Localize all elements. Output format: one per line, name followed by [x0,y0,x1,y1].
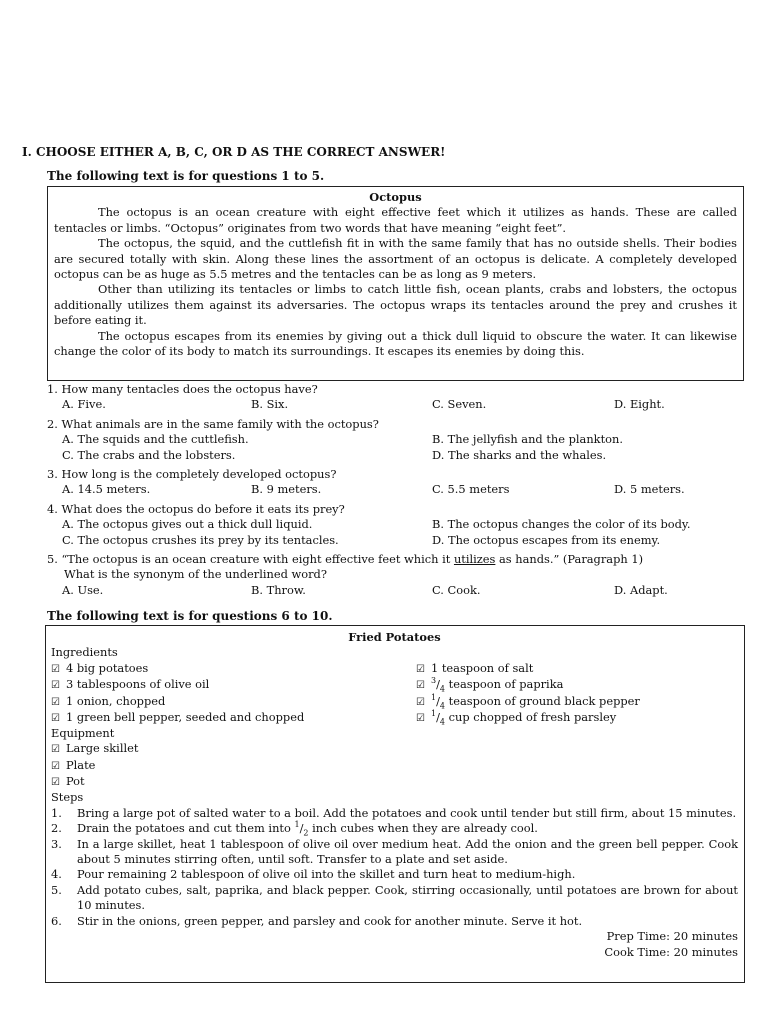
octopus-paragraph-3: Other than utilizing its tentacles or limbs to catch little fish, ocean plants, crabs and lobsters, the octopus additionally utilizes them against its adversaries. The octopus wraps its tentacles around the prey and crushes it before eating it. [54,282,737,328]
question-text-2: What is the synonym of the underlined word? [64,567,327,582]
option-d: D. The sharks and the whales. [432,447,607,462]
checkbox-icon: ☑ [51,696,60,708]
option-d: D. 5 meters. [614,482,685,497]
ingredient-item: ☑ 1 green bell pepper, seeded and chopped [51,710,305,724]
step-item: 2. Drain the potatoes and cut them into $^1/_2$ inch cubes when they are already cool. [51,820,538,838]
option-a: A. Five. [62,397,106,412]
prep-time: Prep Time: 20 minutes [606,929,738,944]
ingredient-item: ☑ 3 tablespoons of olive oil [51,677,210,692]
checkbox-icon: ☑ [416,713,425,724]
checkbox-icon: ☑ [416,680,425,692]
question-text: 1. How many tentacles does the octopus have? [47,382,318,396]
checkbox-icon: ☑ [51,760,60,772]
ingredient-item: ☑ $^1/_4$ teaspoon of ground black pepper [416,692,640,710]
ingredient-item: ☑ 1 teaspoon of salt [416,660,534,675]
option-a: A. Use. [62,582,104,597]
step-item: 5. Add potato cubes, salt, paprika, and black pepper. Cook, stirring occasionally, until potatoes are brown for about 10 minutes. [51,882,738,913]
equipment-item: ☑ Plate [51,757,96,772]
equipment-list [51,741,738,790]
ingredient-item: ☑ 1 onion, chopped [51,693,166,708]
option-c: C. 5.5 meters [432,482,510,497]
octopus-title: Octopus [369,190,422,204]
option-a: A. The squids and the cuttlefish. [62,432,249,447]
option-b: B. Throw. [251,582,306,597]
option-d: D. The octopus escapes from its enemy. [432,532,661,547]
question-text: 2. What animals are in the same family with the octopus? [47,416,379,431]
checkbox-icon: ☑ [51,777,60,789]
ingredients-label: Ingredients [51,645,118,660]
ingredient-item: ☑ $^1/_4$ cup chopped of fresh parsley [416,709,617,727]
checkbox-icon: ☑ [51,713,60,724]
cook-time: Cook Time: 20 minutes [604,944,738,959]
octopus-paragraph-4: The octopus escapes from its enemies by giving out a thick dull liquid to obscure the water. It can likewise change the color of its body to match its surroundings. It escapes its enemies by doing this. [54,328,737,359]
question-3 [45,467,745,498]
question-text: 4. What does the octopus do before it eats its prey? [47,501,345,516]
ingredient-item: ☑ $^3/_4$ teaspoon of paprika [416,676,564,694]
option-c: C. The octopus crushes its prey by its tentacles. [62,532,339,547]
checkbox-icon: ☑ [51,680,60,692]
option-a: A. The octopus gives out a thick dull liquid. [62,517,313,532]
option-a: A. 14.5 meters. [62,482,151,497]
question-2 [45,417,745,463]
checkbox-icon: ☑ [51,663,60,675]
checkbox-icon: ☑ [416,696,425,708]
underlined-word: utilizes [453,552,496,566]
ingredient-item: ☑ 4 big potatoes [51,660,149,675]
equipment-label: Equipment [51,725,115,740]
option-c: C. Seven. [432,397,487,412]
text1-intro: The following text is for questions 1 to 5. [47,169,325,183]
ingredients-list [51,661,738,726]
section-heading: I. CHOOSE EITHER A, B, C, OR D AS THE CORRECT ANSWER! [22,145,446,159]
steps-list [51,806,738,929]
octopus-paragraph-1: The octopus is an ocean creature with eight effective feet which it utilizes as hands. These are called tentacles or limbs. “Octopus” originates from two words that have meaning “eight feet”. [54,205,737,235]
option-c: C. The crabs and the lobsters. [62,447,236,462]
equipment-item: ☑ Large skillet [51,741,139,756]
recipe-title: Fried Potatoes [348,630,441,644]
text2-intro: The following text is for questions 6 to 10. [47,609,333,623]
fried-potatoes-box [45,625,745,983]
option-c: C. Cook. [432,582,481,597]
questions-1-5 [45,382,745,602]
octopus-paragraph-2: The octopus, the squid, and the cuttlefish fit in with the same family that has no outside shells. Their bodies are secured totally with skin. Along these lines the assortment of an octopus is delicate. A completely developed octopus can be as huge as 5.5 metres and the tentacles can be as long as 9 meters. [54,236,737,282]
question-1 [45,382,745,413]
step-item: 1. Bring a large pot of salted water to a boil. Add the potatoes and cook until tender but still firm, about 15 minutes. [51,805,737,820]
steps-label: Steps [51,790,84,805]
question-5 [45,552,745,598]
option-d: D. Adapt. [614,582,668,597]
question-text: 3. How long is the completely developed octopus? [47,467,337,481]
step-item: 6. Stir in the onions, green pepper, and parsley and cook for another minute. Serve it hot. [51,913,583,928]
option-d: D. Eight. [614,397,665,412]
option-b: B. 9 meters. [251,482,322,497]
equipment-item: ☑ Pot [51,774,85,789]
step-item: 3. In a large skillet, heat 1 tablespoon of olive oil over medium heat. Add the onion and the green bell pepper. Cook about 5 minutes stirring often, until soft. Transfer to a plate and set aside. [51,836,738,867]
option-b: B. The octopus changes the color of its body. [432,517,691,532]
checkbox-icon: ☑ [416,663,425,675]
option-b: B. The jellyfish and the plankton. [432,432,623,447]
question-text: 5. “The octopus is an ocean creature with eight effective feet which it utilizes as hands.” (Paragraph 1) [47,552,644,566]
step-item: 4. Pour remaining 2 tablespoon of olive oil into the skillet and turn heat to medium-high. [51,867,576,882]
option-b: B. Six. [251,397,289,412]
question-4 [45,502,745,548]
octopus-text-box [47,186,744,381]
checkbox-icon: ☑ [51,744,60,756]
